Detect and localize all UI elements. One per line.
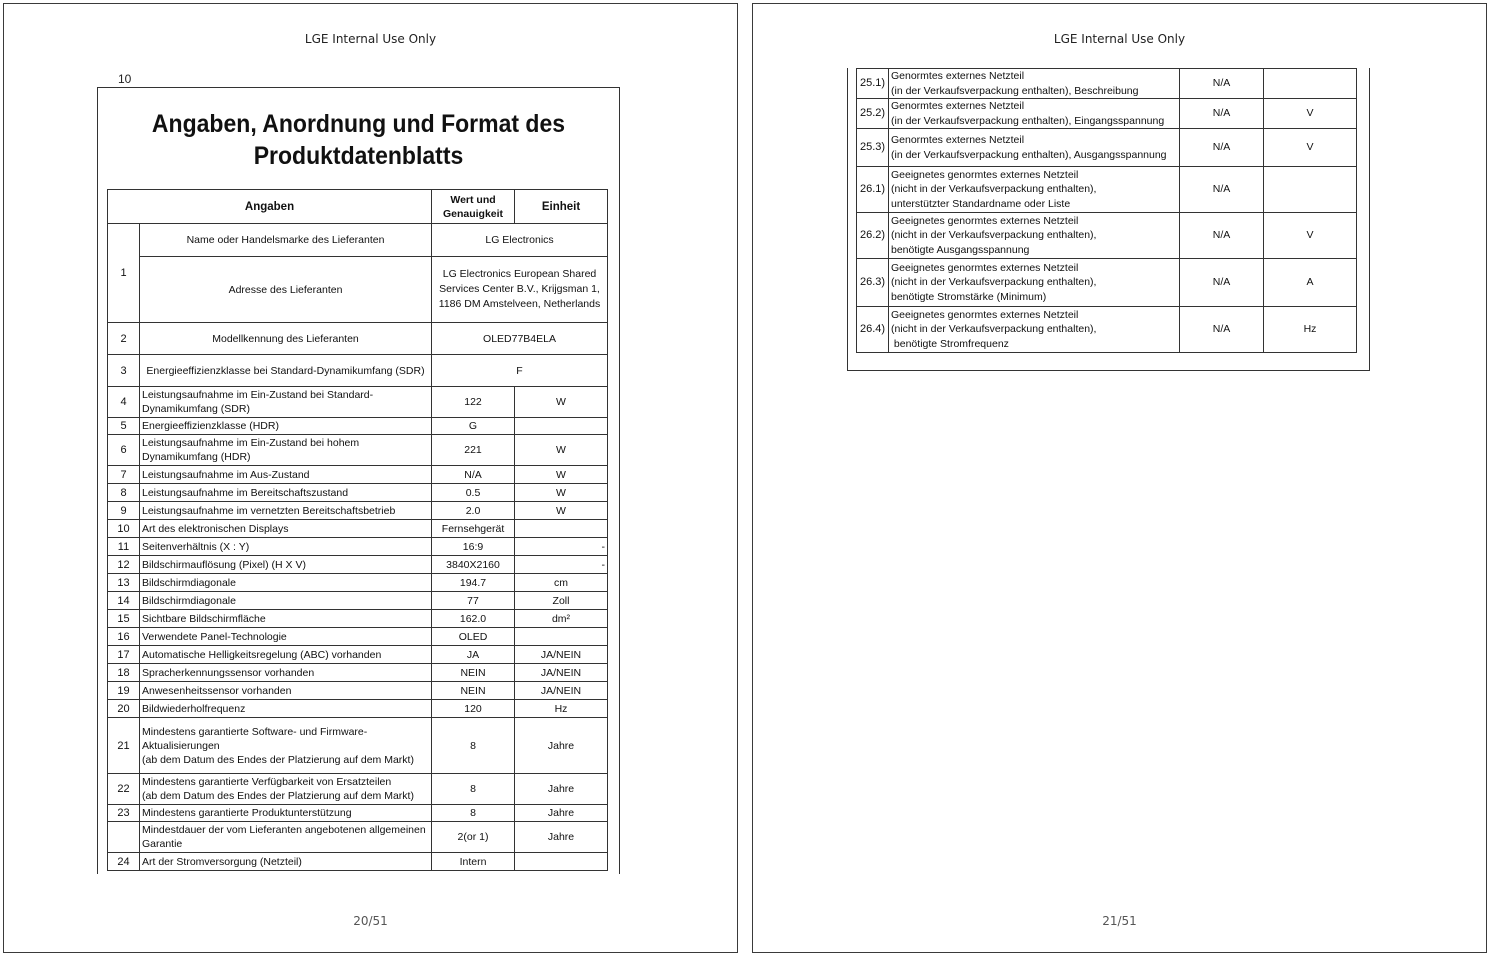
table-row: 20 Bildwiederholfrequenz 120 Hz <box>108 700 608 718</box>
table-row: 17 Automatische Helligkeitsregelung (ABC) vorhanden JA JA/NEIN <box>108 646 608 664</box>
table-row: 24 Art der Stromversorgung (Netzteil) Intern <box>108 853 608 871</box>
table-row: 21 Mindestens garantierte Software- und Firmware-Aktualisierungen (ab dem Datum des Endes der Platzierung auf dem Markt) 8 Jahre <box>108 718 608 774</box>
table-row: 18 Spracherkennungssensor vorhanden NEIN JA/NEIN <box>108 664 608 682</box>
column-header-wert: Wert und Genauigkeit <box>432 190 515 224</box>
table-row: 9 Leistungsaufnahme im vernetzten Bereitschaftsbetrieb 2.0 W <box>108 502 608 520</box>
column-header-einheit: Einheit <box>515 190 608 224</box>
table-row: 23 Mindestens garantierte Produktunterstützung 8 Jahre <box>108 805 608 822</box>
table-row: 25.1) Genormtes externes Netzteil (in der Verkaufsverpackung enthalten), Beschreibung N/A <box>857 69 1357 99</box>
table-row: 25.2) Genormtes externes Netzteil (in der Verkaufsverpackung enthalten), Eingangsspannung N/A V <box>857 99 1357 129</box>
table-row: 16 Verwendete Panel-Technologie OLED <box>108 628 608 646</box>
table-row: 26.1) Geeignetes genormtes externes Netzteil (nicht in der Verkaufsverpackung enthalten), unterstützter Standardname oder Liste N/A <box>857 167 1357 213</box>
table-row: 26.4) Geeignetes genormtes externes Netzteil (nicht in der Verkaufsverpackung enthalten), benötigte Stromfrequenz N/A Hz <box>857 307 1357 353</box>
page-header: LGE Internal Use Only <box>1053 32 1186 46</box>
table-row: 3 Energieeffizienzklasse bei Standard-Dynamikumfang (SDR) F <box>108 355 608 387</box>
table-row: 19 Anwesenheitssensor vorhanden NEIN JA/NEIN <box>108 682 608 700</box>
table-row: 13 Bildschirmdiagonale 194.7 cm <box>108 574 608 592</box>
product-sheet-frame-continued <box>847 68 1370 371</box>
table-row: 10 Art des elektronischen Displays Fernsehgerät <box>108 520 608 538</box>
document-page-21 <box>752 3 1487 953</box>
page-number: 20/51 <box>353 914 388 928</box>
table-row: 22 Mindestens garantierte Verfügbarkeit von Ersatzteilen (ab dem Datum des Endes der Platzierung auf dem Markt) 8 Jahre <box>108 774 608 805</box>
power-supply-table <box>856 68 1357 353</box>
table-row: 2 Modellkennung des Lieferanten OLED77B4ELA <box>108 323 608 355</box>
section-number: 10 <box>118 72 132 86</box>
table-row: 8 Leistungsaufnahme im Bereitschaftszustand 0.5 W <box>108 484 608 502</box>
table-row: 15 Sichtbare Bildschirmfläche 162.0 dm² <box>108 610 608 628</box>
table-row: 26.2) Geeignetes genormtes externes Netzteil (nicht in der Verkaufsverpackung enthalten), benötigte Ausgangsspannung N/A V <box>857 213 1357 259</box>
table-row: 14 Bildschirmdiagonale 77 Zoll <box>108 592 608 610</box>
table-header-row <box>108 190 608 224</box>
product-data-table <box>107 189 608 871</box>
page-header: LGE Internal Use Only <box>304 32 437 46</box>
column-header-angaben: Angaben <box>108 190 432 224</box>
table-row: 25.3) Genormtes externes Netzteil (in der Verkaufsverpackung enthalten), Ausgangsspannung N/A V <box>857 129 1357 167</box>
table-row: Adresse des Lieferanten LG Electronics European Shared Services Center B.V., Krijgsman 1, 1186 DM Amstelveen, Netherlands <box>108 257 608 323</box>
table-row: 1 Name oder Handelsmarke des Lieferanten LG Electronics <box>108 224 608 257</box>
table-row: 7 Leistungsaufnahme im Aus-Zustand N/A W <box>108 466 608 484</box>
table-row: 12 Bildschirmauflösung (Pixel) (H X V) 3840X2160 - <box>108 556 608 574</box>
table-row: 26.3) Geeignetes genormtes externes Netzteil (nicht in der Verkaufsverpackung enthalten), benötigte Stromstärke (Minimum) N/A A <box>857 259 1357 307</box>
table-row: 6 Leistungsaufnahme im Ein-Zustand bei hohem Dynamikumfang (HDR) 221 W <box>108 435 608 466</box>
document-page-20 <box>3 3 738 953</box>
table-row: Mindestdauer der vom Lieferanten angebotenen allgemeinen Garantie 2(or 1) Jahre <box>108 822 608 853</box>
page-number: 21/51 <box>1102 914 1137 928</box>
table-row: 5 Energieeffizienzklasse (HDR) G <box>108 418 608 435</box>
page-title: Angaben, Anordnung und Format des Produktdatenblatts <box>151 110 566 170</box>
product-sheet-frame <box>97 87 620 874</box>
table-row: 11 Seitenverhältnis (X : Y) 16:9 - <box>108 538 608 556</box>
table-row: 4 Leistungsaufnahme im Ein-Zustand bei Standard-Dynamikumfang (SDR) 122 W <box>108 387 608 418</box>
